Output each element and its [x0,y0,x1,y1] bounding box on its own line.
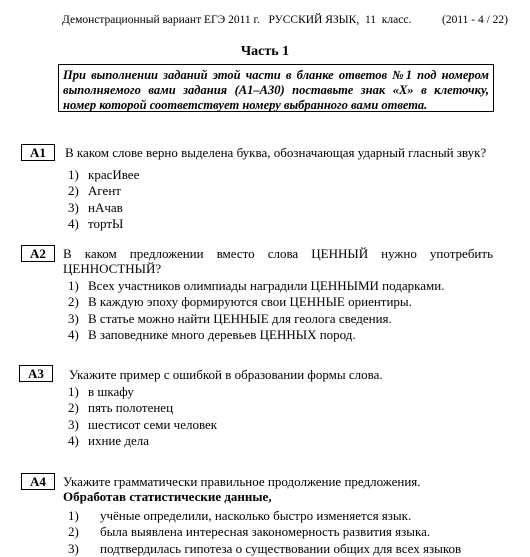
option-item: 3) В статье можно найти ЦЕННЫЕ для геолога сведения. [68,310,392,326]
option-item: 1) в шкафу [68,384,134,399]
option-item: 3) нАчав [68,199,123,215]
option-item: 2) Агент [68,183,121,199]
task-label: А3 [19,365,53,382]
option-item: 1) красИвее [68,167,140,182]
task-question: Укажите пример с ошибкой в образовании формы слова. [69,367,383,382]
option-item: 3) шестисот семи человек [68,416,218,432]
option-item: 1) учёные определили, насколько быстро изменяется язык. [68,508,412,523]
task-question: В каком слове верно выделена буква, обозначающая ударный гласный звук? [65,145,487,160]
option-item: 1) Всех участников олимпиады наградили ЦЕННЫМИ подарками. [68,278,445,293]
task-question-lead: Обработав статистические данные, [63,489,272,504]
task-label: А4 [21,473,55,490]
option-item: 2) была выявлена интересная закономерность развития языка. [68,524,431,540]
option-item: 4) ихние дела [68,432,150,448]
task-question: В каком предложении вместо слова ЦЕННЫЙ нужно употребить ЦЕННОСТНЫЙ? [63,246,493,276]
header-exam-info: Демонстрационный вариант ЕГЭ 2011 г. РУССКИЙ ЯЗЫК, 11 класс. [62,14,412,26]
task-label: А1 [21,144,55,161]
instruction-box: При выполнении заданий этой части в бланке ответов №1 под номером выполняемого вами задания (А1–А30) поставьте знак «Х» в клеточку, номер которой соответствует номеру выбранного вами ответа. [58,64,494,112]
option-item: 4) тортЫ [68,215,124,231]
options-list [68,167,139,232]
option-item: 2) В каждую эпоху формируются свои ЦЕННЫЕ ориентиры. [68,294,412,310]
options-list [68,508,461,557]
task-question: Укажите грамматически правильное продолжение предложения. [63,474,421,489]
option-item: 3) подтвердилась гипотеза о существовании общих для всех языков [68,540,462,556]
options-list [68,278,444,343]
part-title: Часть 1 [240,44,290,59]
option-item: 2) пять полотенец [68,400,174,416]
header-page-number: (2011 - 4 / 22) [441,14,508,26]
task-label: А2 [21,245,55,262]
options-list [68,384,217,449]
option-item: 4) В заповеднике много деревьев ЦЕННЫХ пород. [68,326,356,342]
page-header [62,14,508,26]
